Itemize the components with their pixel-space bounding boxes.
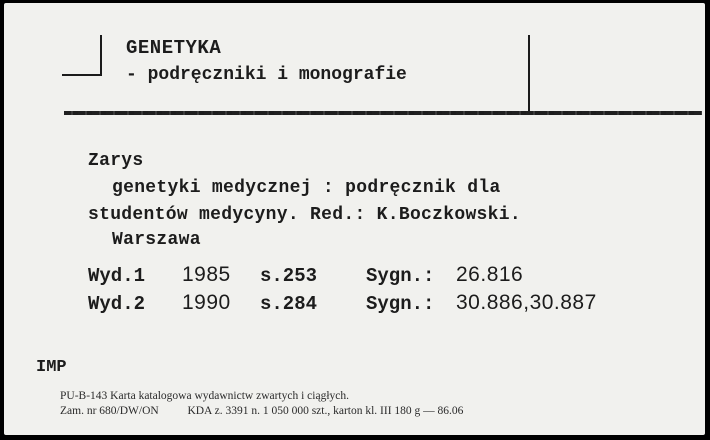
- title-line: Warszawa: [112, 230, 201, 250]
- edition-label: Wyd.1: [88, 265, 146, 287]
- subject-bracket-vertical: [100, 35, 102, 75]
- edition-label: Wyd.2: [88, 293, 146, 315]
- edition-year: 1990: [182, 291, 231, 314]
- header-vertical-divider: [528, 35, 530, 115]
- edition-sygn-label: Sygn.:: [366, 265, 435, 287]
- edition-pages: s.253: [260, 265, 318, 287]
- printer-footer-line: PU-B-143 Karta katalogowa wydawnictw zwartych i ciągłych.: [60, 390, 350, 402]
- title-line: genetyki medycznej : podręcznik dla: [112, 178, 501, 198]
- edition-sygn-label: Sygn.:: [366, 293, 435, 315]
- title-line: Zarys: [88, 151, 144, 171]
- edition-year: 1985: [182, 263, 231, 286]
- title-line: studentów medycyny. Red.: K.Boczkowski.: [88, 205, 521, 225]
- catalog-card: [4, 3, 705, 435]
- printer-footer-line: Zam. nr 680/DW/ON KDA z. 3391 n. 1 050 000 szt., karton kl. III 180 g — 86.06: [60, 405, 464, 417]
- subject-heading: GENETYKA: [126, 37, 222, 59]
- header-rule: [64, 111, 702, 115]
- subject-subheading: - podręczniki i monografie: [126, 65, 407, 85]
- edition-pages: s.284: [260, 293, 318, 315]
- library-code: IMP: [36, 358, 67, 377]
- subject-bracket-horizontal: [62, 74, 102, 76]
- edition-sygn: 30.886,30.887: [456, 291, 597, 314]
- edition-sygn: 26.816: [456, 263, 524, 286]
